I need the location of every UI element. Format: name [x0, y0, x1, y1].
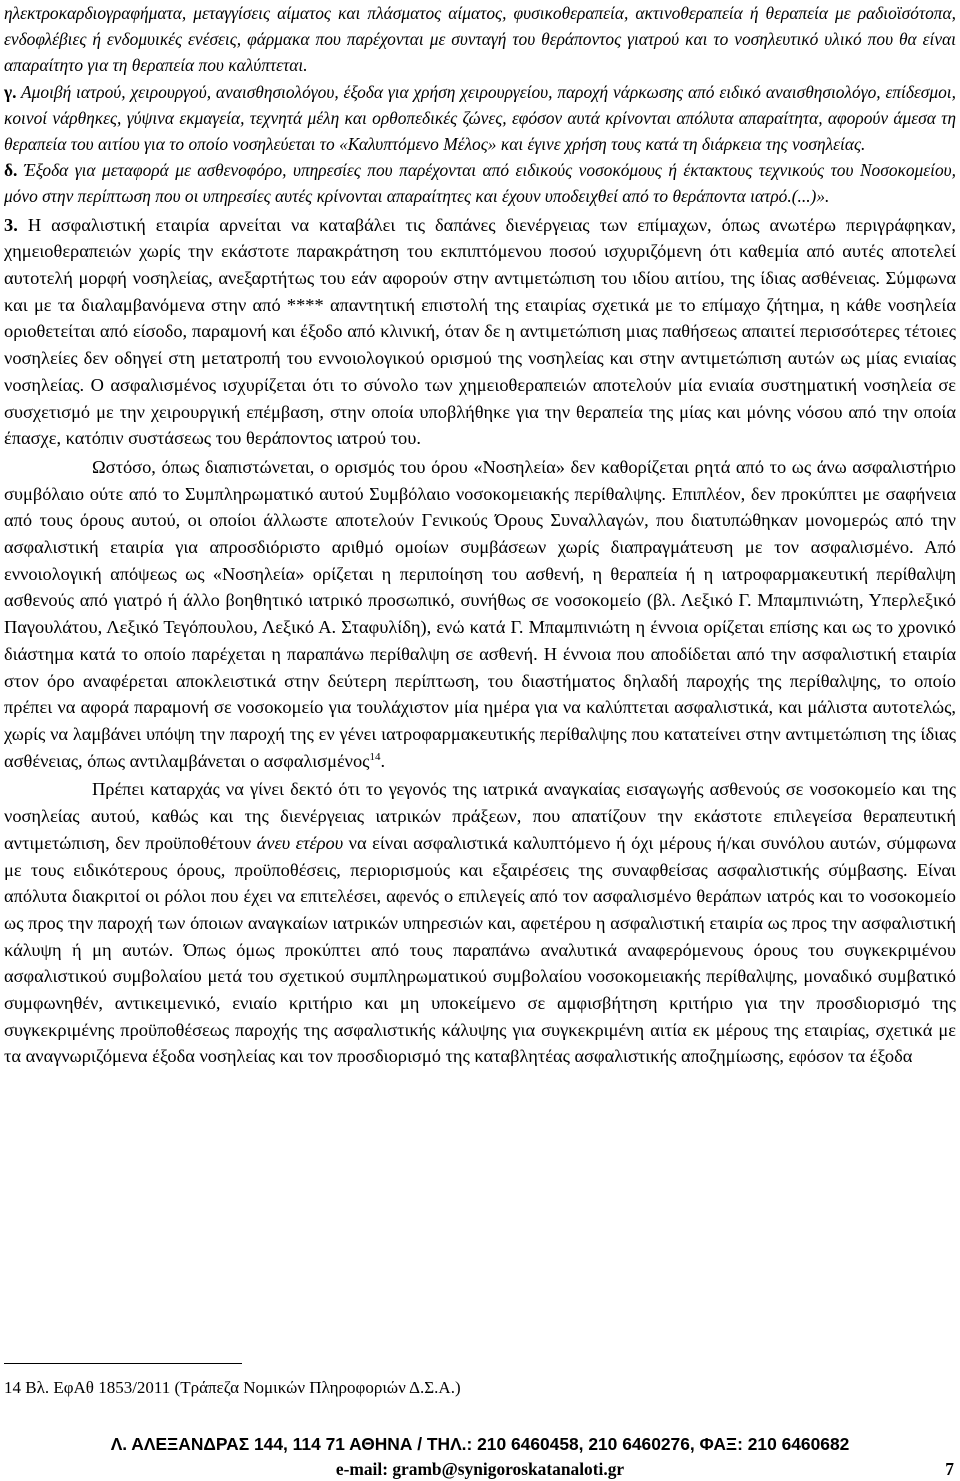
- footnote-number: 14: [4, 1378, 21, 1397]
- footnote-separator: [4, 1363, 242, 1364]
- paragraph-text: Πρέπει καταρχάς να γίνει δεκτό ότι το γεγονός της ιατρικά αναγκαίας εισαγωγής ασθενούς σε νοσοκομείο και της νοσηλείας αυτού, καθώς και της διενέργειας ιατρικών πράξεων, που απατίζουν την εκάστοτε επιλεγείσα θεραπευτική αντιμετώπιση, δεν προϋποθέτουν: [4, 779, 956, 853]
- paragraph-continuation: [4, 0, 956, 79]
- footer-address: Λ. ΑΛΕΞΑΝΔΡΑΣ 144, 114 71 ΑΘΗΝΑ / ΤΗΛ.: 210 6460458, 210 6460276, ΦΑΞ: 210 6460682: [110, 1434, 850, 1454]
- item-label: δ.: [4, 160, 18, 181]
- footnote: [4, 1377, 461, 1399]
- paragraph-text-end: .: [380, 750, 386, 771]
- italic-phrase: άνευ ετέρου: [256, 832, 344, 853]
- paragraph-text: Η ασφαλιστική εταιρία αρνείται να καταβάλει τις δαπάνες διενέργειας των επίμαχων, όπως ανωτέρω περιγράφηκαν, χημειοθεραπειών χωρίς την εκάστοτε παρακράτηση του εκπιπτόμενου ποσού ισχυριζόμενη ότι καθεμία από αυτές αποτελεί αυτοτελή μορφή νοσηλείας, ανεξαρτήτως του εάν αφορούν στην αντιμετώπιση του ιδίου αιτίου, της ίδιας ασθένειας. Σύμφωνα και με τα διαλαμβανόμενα στην από **** απαντητική επιστολή της εταιρίας σχετικά με το επίμαχο ζήτημα, η κάθε νοσηλεία οριοθετείται από είσοδο, παραμονή και έξοδο από κλινική, όταν δε η αντιμετώπιση μιας παθήσεως απαιτεί περισσότερες τέτοιες νοσηλείες δεν οδηγεί στη μετατροπή του εννοιολογικού ορισμού της νοσηλείας και στην αντιμετώπιση αυτών ως μίας ενιαίας νοσηλείας. Ο ασφαλισμένος ισχυρίζεται ότι το σύνολο των χημειοθεραπειών αποτελούν μία ενιαία συστηματική νοσηλεία σε συσχετισμό με την χειρουργική επέμβαση, στην οποία υποβλήθηκε για την θεραπεία της μίας και μόνης νόσου από την οποία έπασχε, κατόπιν συστάσεως του θεράποντος ιατρού του.: [4, 214, 956, 449]
- section-number: 3.: [4, 214, 18, 235]
- document-page: [4, 0, 956, 1070]
- paragraph-text: Έξοδα για μεταφορά με ασθενοφόρο, υπηρεσίες που παρέχονται από ειδικούς νοσοκόμους ή έκτακτους τεχνικούς του Νοσοκομείου, μόνο στην περίπτωση που οι υπηρεσίες αυτές κρίνονται απαραίτητες και έχουν υποδειχθεί από το θεράποντα ιατρό.(...)».: [4, 160, 956, 207]
- paragraph-text: Αμοιβή ιατρού, χειρουργού, αναισθησιολόγου, έξοδα για χρήση χειρουργείου, παροχή νάρκωσης από ειδικό αναισθησιολόγο, επίδεσμοι, κοινοί νάρθηκες, γύψινα εκμαγεία, τεχνητά μέλη και ορθοπεδικές ζώνες, εφόσον αυτά κρίνονται απόλυτα απαραίτητα, αφορούν άμεσα τη θεραπεία του αιτίου για το οποίο νοσηλεύεται το «Καλυπτόμενο Μέλος» και έγινε χρήση τους κατά τη διάρκεια της νοσηλείας.: [4, 81, 956, 155]
- paragraph-text-cont: να είναι ασφαλιστικά καλυπτόμενο ή όχι μέρους ή/και συνόλου αυτών, σύμφωνα με τους ειδικότερους όρους, προϋποθέσεις, περιορισμούς και εξαιρέσεις της συναφθείσας ασφαλιστικής σύμβασης. Είναι απόλυτα διακριτοί οι ρόλοι που έχει να επιτελέσει, αφενός ο επιλεγείς από τον ασφαλισμένο θεράπων ιατρός και το νοσοκομείο ως προς την παροχή των όποιων αναγκαίων ιατρικών υπηρεσιών και, αφετέρου η ασφαλιστική εταιρία ως προς την ασφαλιστική κάλυψη ή μη αυτών. Όπως όμως προκύπτει από τους παραπάνω αναλυτικά αναφερόμενους όρους του συγκεκριμένου ασφαλιστικού συμβολαίου μετά του σχετικού συμπληρωματικού συμβολαίου νοσοκομειακής περίθαλψης, μοναδικό συμβατικό συμφωνηθέν, αντικειμενικό, ενιαίο κριτήριο και μη υποκείμενο σε αμφισβήτηση κριτήριο για την προσδιορισμό της συγκεκριμένης προϋποθέσεως παροχής της ασφαλιστικής κάλυψης για συγκεκριμένη αιτία εκ μέρους της εταιρίας, σχετικά με τα αναγνωριζόμενα έξοδα νοσηλείας και τον προσδιορισμό της καταβλητέας ασφαλιστικής αποζημίωσης, εφόσον τα έξοδα: [4, 832, 956, 1067]
- item-label: γ.: [4, 81, 17, 102]
- paragraph-definition: [4, 454, 956, 774]
- paragraph-analysis: [4, 776, 956, 1070]
- paragraph-item-d: [4, 157, 956, 209]
- paragraph-section-3: [4, 212, 956, 452]
- footer-email[interactable]: e-mail: gramb@synigoroskatanaloti.gr: [335, 1459, 625, 1479]
- footnote-reference[interactable]: 14: [369, 750, 381, 763]
- paragraph-item-c: [4, 79, 956, 158]
- paragraph-text: ηλεκτροκαρδιογραφήματα, μεταγγίσεις αίματος και πλάσματος αίματος, φυσικοθεραπεία, ακτινοθεραπεία ή θεραπεία με ραδιοϊσότοπα, ενδοφλέβιες ή ενδομυικές ενέσεις, φάρμακα που παρέχονται με συνταγή του θεράποντος γιατρού και το νοσηλευτικό υλικό που θα είναι απαραίτητο για τη θεραπεία που καλύπτεται.: [4, 3, 956, 76]
- footnote-text: Βλ. ΕφΑθ 1853/2011 (Τράπεζα Νομικών Πληροφοριών Δ.Σ.Α.): [21, 1378, 461, 1397]
- paragraph-text: Ωστόσο, όπως διαπιστώνεται, ο ορισμός του όρου «Νοσηλεία» δεν καθορίζεται ρητά από το ως άνω ασφαλιστήριο συμβόλαιο ούτε από το Συμπληρωματικό αυτού Συμβόλαιο νοσοκομειακής περίθαλψης. Επιπλέον, δεν προκύπτει με σαφήνεια από τους όρους αυτού, οι οποίοι άλλωστε αποτελούν Γενικούς Όρους Συναλλαγών, που διατυπώθηκαν μονομερώς από την ασφαλιστική εταιρία για απροσδιόριστο αριθμό ομοίων συμβάσεων χωρίς διαπραγμάτευση με τον ασφαλισμένο. Από εννοιολογική απόψεως ως «Νοσηλεία» ορίζεται η περιποίηση του ασθενή, η θεραπεία ή η ιατροφαρμακευτική περίθαλψη ασθενούς από γιατρό ή άλλο βοηθητικό ιατρικό προσωπικό, συνήθως σε νοσοκομείο (βλ. Λεξικό Γ. Μπαμπινιώτη, Υπερλεξικό Παγουλάτου, Λεξικό Τεγόπουλου, Λεξικό Α. Σταφυλίδη), ενώ κατά Γ. Μπαμπινιώτη η έννοια ορίζεται επίσης και ως το χρονικό διάστημα κατά το οποίο παρέχεται η παραπάνω περίθαλψη σε ασθενή. Η έννοια που αποδίδεται από την ασφαλιστική εταιρία στον όρο αναφέρεται αποκλειστικά στην δεύτερη περίπτωση, του διαστήματος δηλαδή παροχής της περίθαλψης, το οποίο πρέπει να αφορά παραμονή σε νοσοκομείο για τουλάχιστον μία ημέρα για να καλύπτεται ασφαλιστικά, και μάλιστα αυτοτελώς, χωρίς να λαμβάνει υπόψη την παροχή της εν γένει ιατροφαρμακευτικής περίθαλψης που κατατείνει στην αντιμετώπιση της ίδιας ασθένειας, όπως αντιλαμβάνεται ο ασφαλισμένος: [4, 456, 956, 771]
- page-number: 7: [945, 1459, 954, 1479]
